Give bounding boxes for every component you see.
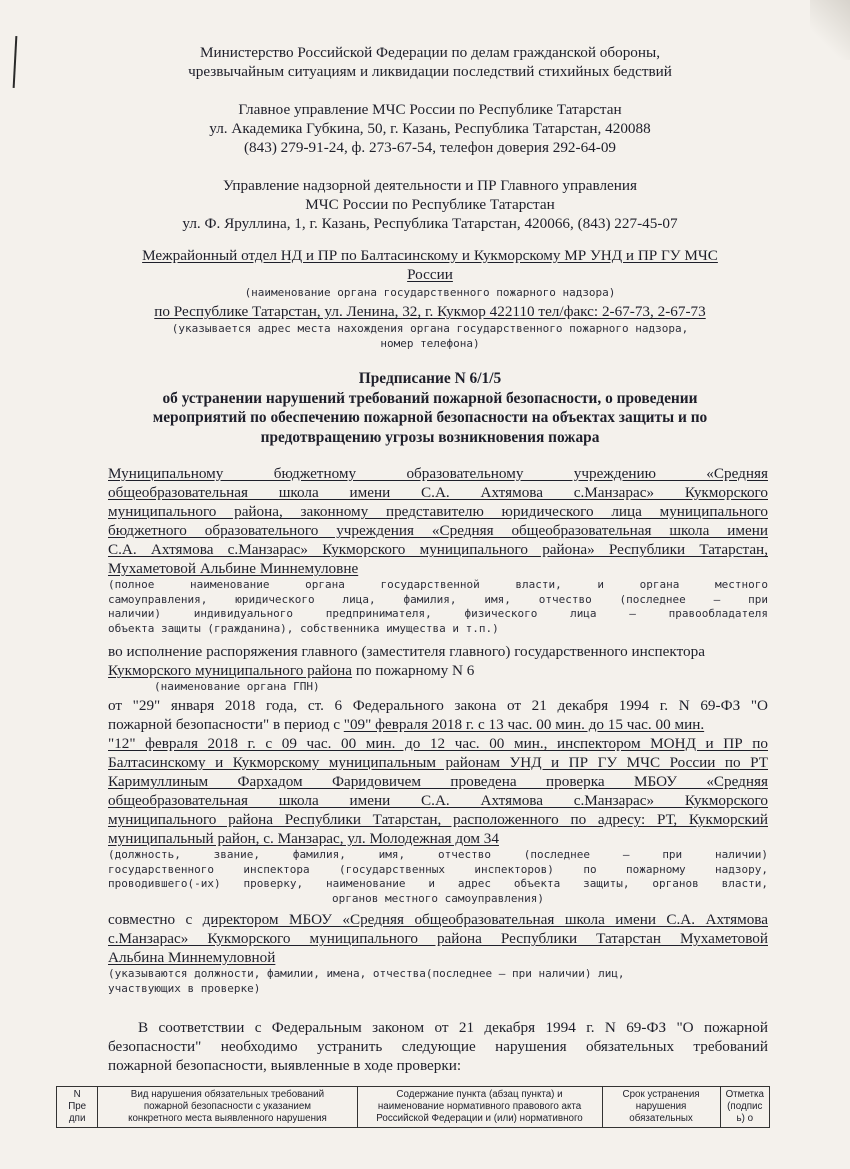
addressee-line: общеобразовательная школа имени С.А. Ахтямова с.Манзарас» Кукморского — [108, 484, 768, 501]
addressee-line: С.А. Ахтямова с.Манзарас» Кукморского муниципального района» Республики Татарстан, — [108, 541, 768, 558]
supervision-address: ул. Ф. Яруллина, 1, г. Казань, Республика Татарстан, 420066, (843) 227-45-07 — [182, 215, 678, 232]
addressee-caption: объекта защиты (гражданина), собственника имущества и т.п.) — [108, 621, 499, 635]
directorate-phones: (843) 279-91-24, ф. 273-67-54, телефон доверия 292-64-09 — [243, 139, 617, 156]
header-cell-deadline — [602, 1087, 720, 1128]
header-text: Отметка — [725, 1089, 764, 1100]
organ-name-caption: (наименование органа государственного пожарного надзора) — [244, 286, 616, 299]
participants-line: Альбина Миннемуловной — [108, 949, 276, 966]
header-text: ь) о — [736, 1113, 754, 1124]
order-block — [108, 642, 768, 695]
organ-address-caption: номер телефона) — [380, 337, 480, 350]
addressee-caption: (полное наименование органа государственной власти, и органа местного — [108, 578, 768, 591]
pen-mark — [13, 36, 18, 88]
prescription-number: Предписание N 6/1/5 — [358, 370, 502, 387]
ministry-header — [60, 43, 800, 81]
title-line: об устранении нарушений требований пожарной безопасности, о проведении — [162, 389, 698, 407]
inspection-period: "09" февраля 2018 г. с 13 час. 00 мин. до 15 час. 00 мин. — [343, 716, 705, 733]
organ-name: Межрайонный отдел НД и ПР по Балтасинскому и Кукморскому МР УНД и ПР ГУ МЧС — [142, 247, 718, 264]
main-directorate-header — [60, 100, 800, 157]
order-caption: (наименование органа ГПН) — [154, 680, 320, 693]
inspection-line: муниципальный район, с. Манзарас, ул. Молодежная дом 34 — [108, 830, 499, 847]
participants-label: совместно с — [108, 911, 203, 928]
ministry-line: чрезвычайным ситуациям и ликвидации последствий стихийных бедствий — [188, 63, 672, 80]
inspection-line: общеобразовательная школа имени С.А. Ахтямова с.Манзарас» Кукморского — [108, 792, 768, 809]
conclusion-line: В соответствии с Федеральным законом от 21 декабря 1994 г. N 69-ФЗ "О пожарной — [138, 1019, 768, 1036]
inspection-line: Балтасинскому и Кукморскому муниципальным районам УНД и ПР ГУ МЧС России по РТ — [108, 754, 768, 771]
addressee-line: бюджетного образовательного учреждения «Средняя общеобразовательная школа имени — [108, 522, 768, 539]
conclusion-block — [108, 1018, 768, 1075]
organ-name: России — [407, 266, 453, 283]
header-text: нарушения — [635, 1101, 687, 1112]
order-line: во исполнение распоряжения главного (заместителя главного) государственного инспектора — [108, 643, 705, 660]
header-text: конкретного места выявленного нарушения — [128, 1113, 327, 1124]
participants-caption: (указываются должности, фамилии, имена, отчества(последнее – при наличии) лиц, — [108, 967, 625, 980]
inspection-caption: (должность, звание, фамилия, имя, отчество (последнее – при наличии) — [108, 848, 768, 861]
inspection-caption: государственного инспектора (государственных инспекторов) по пожарному надзору, — [108, 862, 768, 876]
header-cell-clause — [357, 1087, 602, 1128]
order-line — [108, 661, 768, 680]
addressee-line: муниципального района, законному представителю юридического лица муниципального — [108, 503, 768, 520]
table-header-row — [57, 1087, 770, 1128]
title-line: предотвращению угрозы возникновения пожара — [260, 428, 600, 446]
header-text: (подпис — [727, 1101, 763, 1112]
inspection-line: от "29" января 2018 года, ст. 6 Федерального закона от 21 декабря 1994 г. N 69-ФЗ "О — [108, 697, 768, 714]
inspection-period-label: пожарной безопасности" в период с — [108, 716, 344, 733]
participants-block — [108, 910, 768, 996]
header-text: Пре — [68, 1101, 87, 1112]
inspection-line: "12" февраля 2018 г. с 09 час. 00 мин. до 12 час. 00 мин., инспектором МОНД и ПР по — [108, 735, 768, 752]
title-line: мероприятий по обеспечению пожарной безопасности на объектах защиты и по — [152, 409, 708, 426]
header-text: пожарной безопасности с указанием — [143, 1101, 312, 1112]
inspection-caption: проводившего(-их) проверку, наименование и адрес объекта защиты, органов власти, — [108, 877, 768, 890]
header-text: наименование нормативного правового акта — [377, 1101, 582, 1112]
directorate-address: ул. Академика Губкина, 50, г. Казань, Республика Татарстан, 420088 — [209, 120, 651, 137]
organ-address: по Республике Татарстан, ул. Ленина, 32, г. Кукмор 422110 тел/факс: 2-67-73, 2-67-73 — [154, 303, 706, 320]
header-cell-violation — [98, 1087, 357, 1128]
violations-table — [56, 1086, 770, 1128]
header-text: Вид нарушения обязательных требований — [130, 1089, 325, 1100]
conclusion-line: пожарной безопасности, выявленные в ходе проверки: — [108, 1057, 462, 1074]
participants-line: с.Манзарас» Кукморского муниципального района Республики Татарстан Мухаметовой — [108, 930, 768, 947]
supervision-name: МЧС России по Республике Татарстан — [305, 196, 555, 213]
inspection-block — [108, 696, 768, 906]
supervision-organ-block — [60, 246, 800, 351]
addressee-caption: наличии) индивидуального предпринимателя, физического лица – правообладателя — [108, 607, 768, 620]
supervision-directorate-header — [60, 176, 800, 233]
supervision-name: Управление надзорной деятельности и ПР Главного управления — [222, 177, 638, 194]
directorate-name: Главное управление МЧС России по Республике Татарстан — [238, 101, 622, 118]
header-text: дпи — [68, 1113, 86, 1124]
header-text: Российской Федерации и (или) нормативного — [376, 1113, 583, 1124]
conclusion-line: безопасности" необходимо устранить следующие нарушения обязательных требований — [108, 1038, 768, 1055]
inspection-line: муниципального района Республики Татарстан, расположенного по адресу: РТ, Кукморский — [108, 811, 768, 828]
order-number: по пожарному N 6 — [352, 662, 475, 679]
header-text: Содержание пункта (абзац пункта) и — [396, 1089, 563, 1100]
addressee-block — [108, 464, 768, 636]
participants-line — [108, 910, 768, 929]
inspection-line — [108, 715, 768, 734]
inspection-line: Каримуллиным Фархадом Фаридовичем проведена проверка МБОУ «Средняя — [108, 773, 768, 790]
addressee-line: Муниципальному бюджетному образовательному учреждению «Средняя — [108, 465, 768, 482]
page-corner-shadow — [810, 0, 850, 60]
header-cell-mark — [720, 1087, 769, 1128]
addressee-line: Мухаметовой Альбине Миннемуловне — [108, 560, 359, 577]
order-organ: Кукморского муниципального района — [108, 662, 353, 679]
participants-caption: участвующих в проверке) — [108, 981, 261, 995]
document-title — [90, 369, 770, 447]
participants-director: директором МБОУ «Средняя общеобразовательная школа имени С.А. Ахтямова — [202, 911, 768, 928]
header-text: Срок устранения — [622, 1089, 700, 1100]
organ-address-caption: (указывается адрес места нахождения органа государственного пожарного надзора, — [171, 322, 689, 335]
header-text: обязательных — [629, 1113, 693, 1124]
header-text: N — [73, 1089, 81, 1100]
ministry-line: Министерство Российской Федерации по делам гражданской обороны, — [199, 44, 661, 61]
addressee-caption: самоуправления, юридического лица, фамилия, имя, отчество (последнее – при — [108, 592, 768, 606]
header-cell-number — [57, 1087, 98, 1128]
inspection-caption: органов местного самоуправления) — [332, 891, 544, 905]
